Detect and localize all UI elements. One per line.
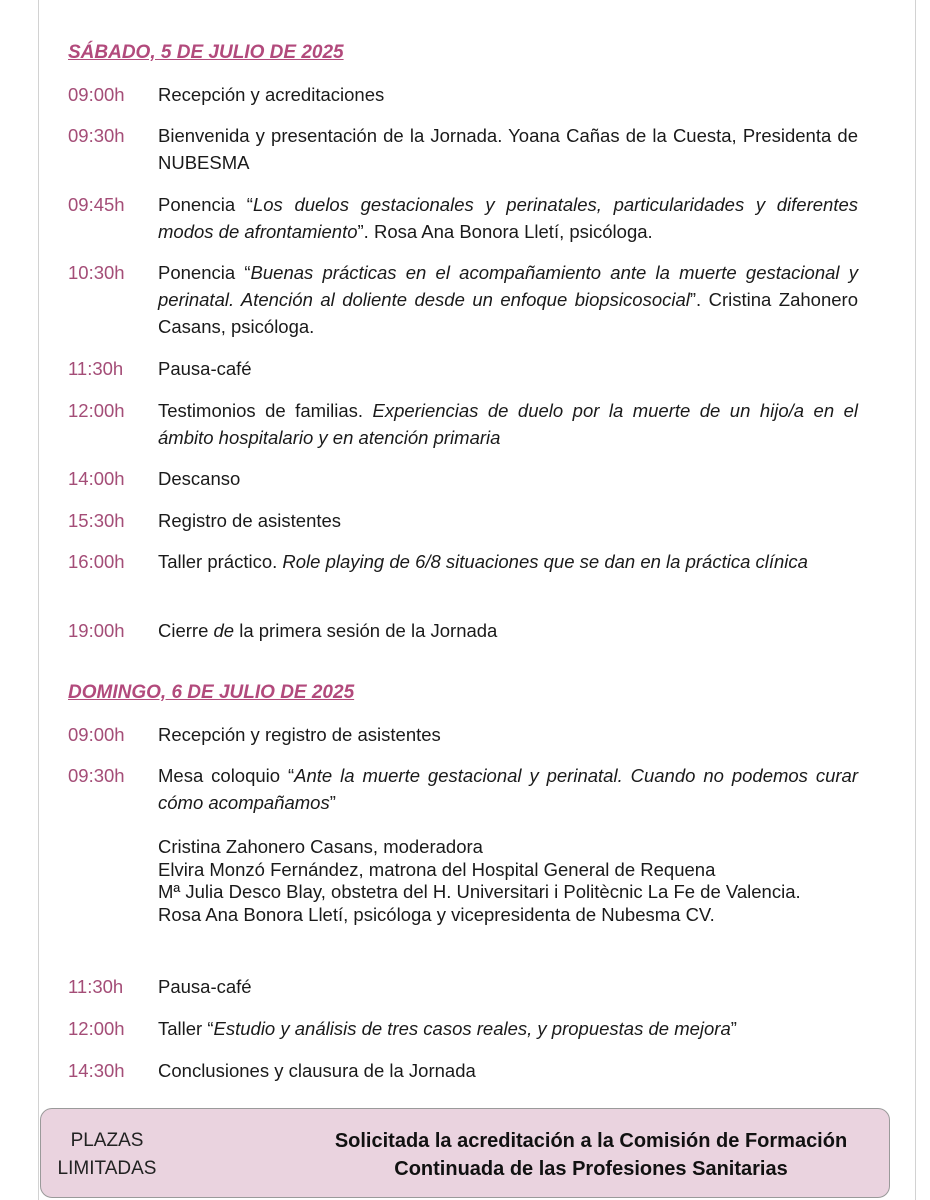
- session-text: Taller “Estudio y análisis de tres casos reales, y propuestas de mejora”: [158, 1018, 737, 1039]
- time-label: 19:00h: [68, 620, 125, 641]
- time-label: 12:00h: [68, 1018, 125, 1039]
- schedule-row: [68, 81, 858, 108]
- session-text: Ponencia “Buenas prácticas en el acompañamiento ante la muerte gestacional y perinatal. Atención al doliente desde un enfoque biopsicosocial”. Cristina Zahonero Casans, psicóloga.: [158, 262, 859, 337]
- time-label: 15:30h: [68, 510, 125, 531]
- session-text: Bienvenida y presentación de la Jornada. Yoana Cañas de la Cuesta, Presidenta de NUBESMA: [158, 125, 858, 173]
- panel-member: Cristina Zahonero Casans, moderadora: [158, 836, 483, 857]
- session-text: Ponencia “Los duelos gestacionales y perinatales, particularidades y diferentes modos de afrontamiento”. Rosa Ana Bonora Lletí, psicóloga.: [158, 194, 858, 242]
- schedule-row: [68, 762, 858, 816]
- session-text: Pausa-café: [158, 976, 252, 997]
- time-label: 09:45h: [68, 194, 125, 215]
- time-label: 11:30h: [68, 358, 124, 379]
- panel-member: Mª Julia Desco Blay, obstetra del H. Universitari i Politècnic La Fe de Valencia.: [158, 881, 801, 902]
- panel-member: Rosa Ana Bonora Lletí, psicóloga y vicepresidenta de Nubesma CV.: [158, 903, 715, 925]
- time-label: 10:30h: [68, 262, 125, 283]
- schedule-row: [68, 465, 858, 492]
- session-text: Conclusiones y clausura de la Jornada: [158, 1060, 476, 1081]
- schedule-row: [68, 122, 858, 176]
- session-text: Registro de asistentes: [158, 510, 342, 531]
- time-label: 09:00h: [68, 724, 125, 745]
- time-label: 14:30h: [68, 1060, 125, 1081]
- panel-member: Elvira Monzó Fernández, matrona del Hospital General de Requena: [158, 858, 716, 880]
- sunday-title: DOMINGO, 6 DE JULIO DE 2025: [68, 682, 355, 703]
- session-text: Cierre de la primera sesión de la Jornada: [158, 620, 498, 641]
- panel-members: [158, 836, 858, 926]
- schedule-row: [68, 397, 858, 451]
- limited-places-label: PLAZAS LIMITADAS: [57, 1130, 157, 1179]
- session-text: Testimonios de familias. Experiencias de duelo por la muerte de un hijo/a en el ámbito hospitalario y en atención primaria: [158, 400, 858, 448]
- schedule-row: [68, 1015, 858, 1042]
- schedule-row: [68, 973, 858, 1000]
- session-text: Pausa-café: [158, 358, 252, 379]
- schedule-row: [68, 191, 858, 245]
- time-label: 09:30h: [68, 765, 125, 786]
- time-label: 09:30h: [68, 125, 125, 146]
- session-text: Recepción y acreditaciones: [158, 84, 385, 105]
- schedule-row: [68, 548, 858, 575]
- schedule-row: [68, 721, 858, 748]
- time-label: 11:30h: [68, 976, 124, 997]
- accreditation-box: [40, 1108, 890, 1198]
- session-text: Descanso: [158, 468, 241, 489]
- schedule-row: [68, 1057, 858, 1084]
- saturday-title: SÁBADO, 5 DE JULIO DE 2025: [68, 42, 344, 63]
- schedule-row: [68, 355, 858, 382]
- session-text: Recepción y registro de asistentes: [158, 724, 441, 745]
- time-label: 09:00h: [68, 84, 125, 105]
- session-text: Mesa coloquio “Ante la muerte gestacional y perinatal. Cuando no podemos curar cómo acompañamos”: [158, 765, 858, 813]
- accreditation-text: Solicitada la acreditación a la Comisión de Formación Continuada de las Profesiones Sanitarias: [334, 1130, 848, 1180]
- session-text: Taller práctico. Role playing de 6/8 situaciones que se dan en la práctica clínica: [158, 551, 808, 572]
- schedule-row: [68, 259, 858, 340]
- time-label: 12:00h: [68, 400, 125, 421]
- schedule-row: [68, 617, 858, 644]
- time-label: 14:00h: [68, 468, 125, 489]
- schedule-row: [68, 507, 858, 534]
- time-label: 16:00h: [68, 551, 125, 572]
